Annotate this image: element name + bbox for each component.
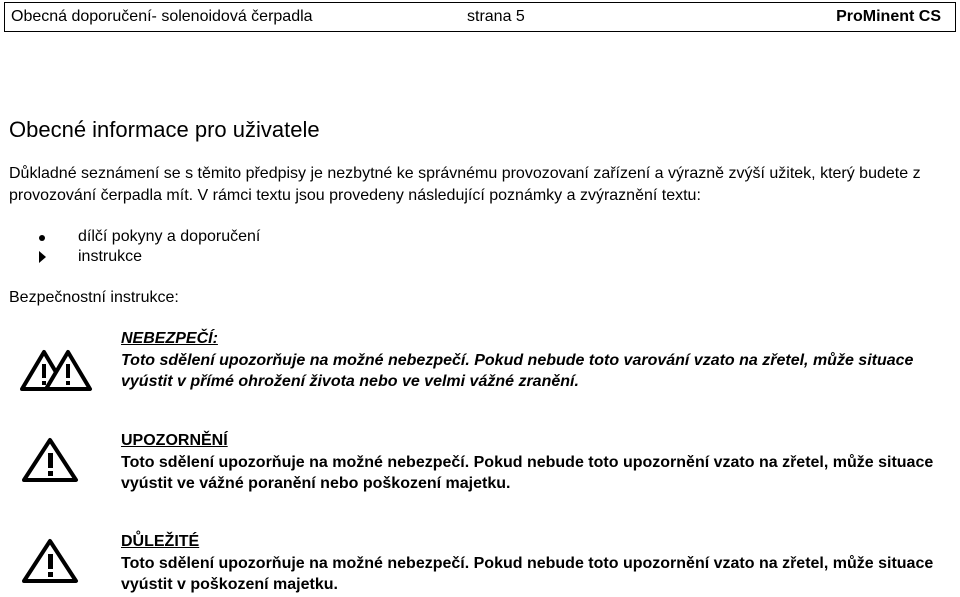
page-header <box>4 2 956 32</box>
arrow-right-icon <box>36 248 48 268</box>
intro-paragraph: Důkladné seznámení se s těmito předpisy je nezbytné ke správnému provozovaní zařízení a výrazně zvýší užitek, který budete z provozování čerpadla mít. V rámci textu jsou provedeny následující poznámky a zvýraznění textu: <box>9 165 921 204</box>
header-document-title: Obecná doporučení- solenoidová čerpadla <box>11 8 313 25</box>
warning-triangle-icon <box>20 436 82 489</box>
section-title: Obecné informace pro uživatele <box>9 117 320 142</box>
double-warning-triangle-icon <box>20 348 98 397</box>
notice-title: NEBEZPEČÍ: <box>121 330 218 347</box>
header-company: ProMinent CS <box>836 8 941 25</box>
warning-triangle-icon <box>20 537 82 590</box>
notice-body: Toto sdělení upozorňuje na možné nebezpečí. Pokud nebude toto upozornění vzato na zřetel, může situace vyústit ve vážné poranění nebo poškození majetku. <box>121 454 934 492</box>
notice-title: DŮLEŽITÉ <box>121 533 200 550</box>
list-item-text: instrukce <box>78 248 143 265</box>
safety-instructions-label: Bezpečnostní instrukce: <box>9 289 179 306</box>
notice-body: Toto sdělení upozorňuje na možné nebezpečí. Pokud nebude toto varování vzato na zřetel, může situace vyústit v přímé ohrožení života nebo ve velmi vážné zranění. <box>121 352 914 390</box>
notice-body: Toto sdělení upozorňuje na možné nebezpečí. Pokud nebude toto upozornění vzato na zřetel, může situace vyústit v poškození majetku. <box>121 555 934 593</box>
bullet-icon <box>36 228 48 248</box>
header-page-number: strana 5 <box>467 8 525 25</box>
list-item-text: dílčí pokyny a doporučení <box>78 228 261 245</box>
notice-title: UPOZORNĚNÍ <box>121 432 228 449</box>
